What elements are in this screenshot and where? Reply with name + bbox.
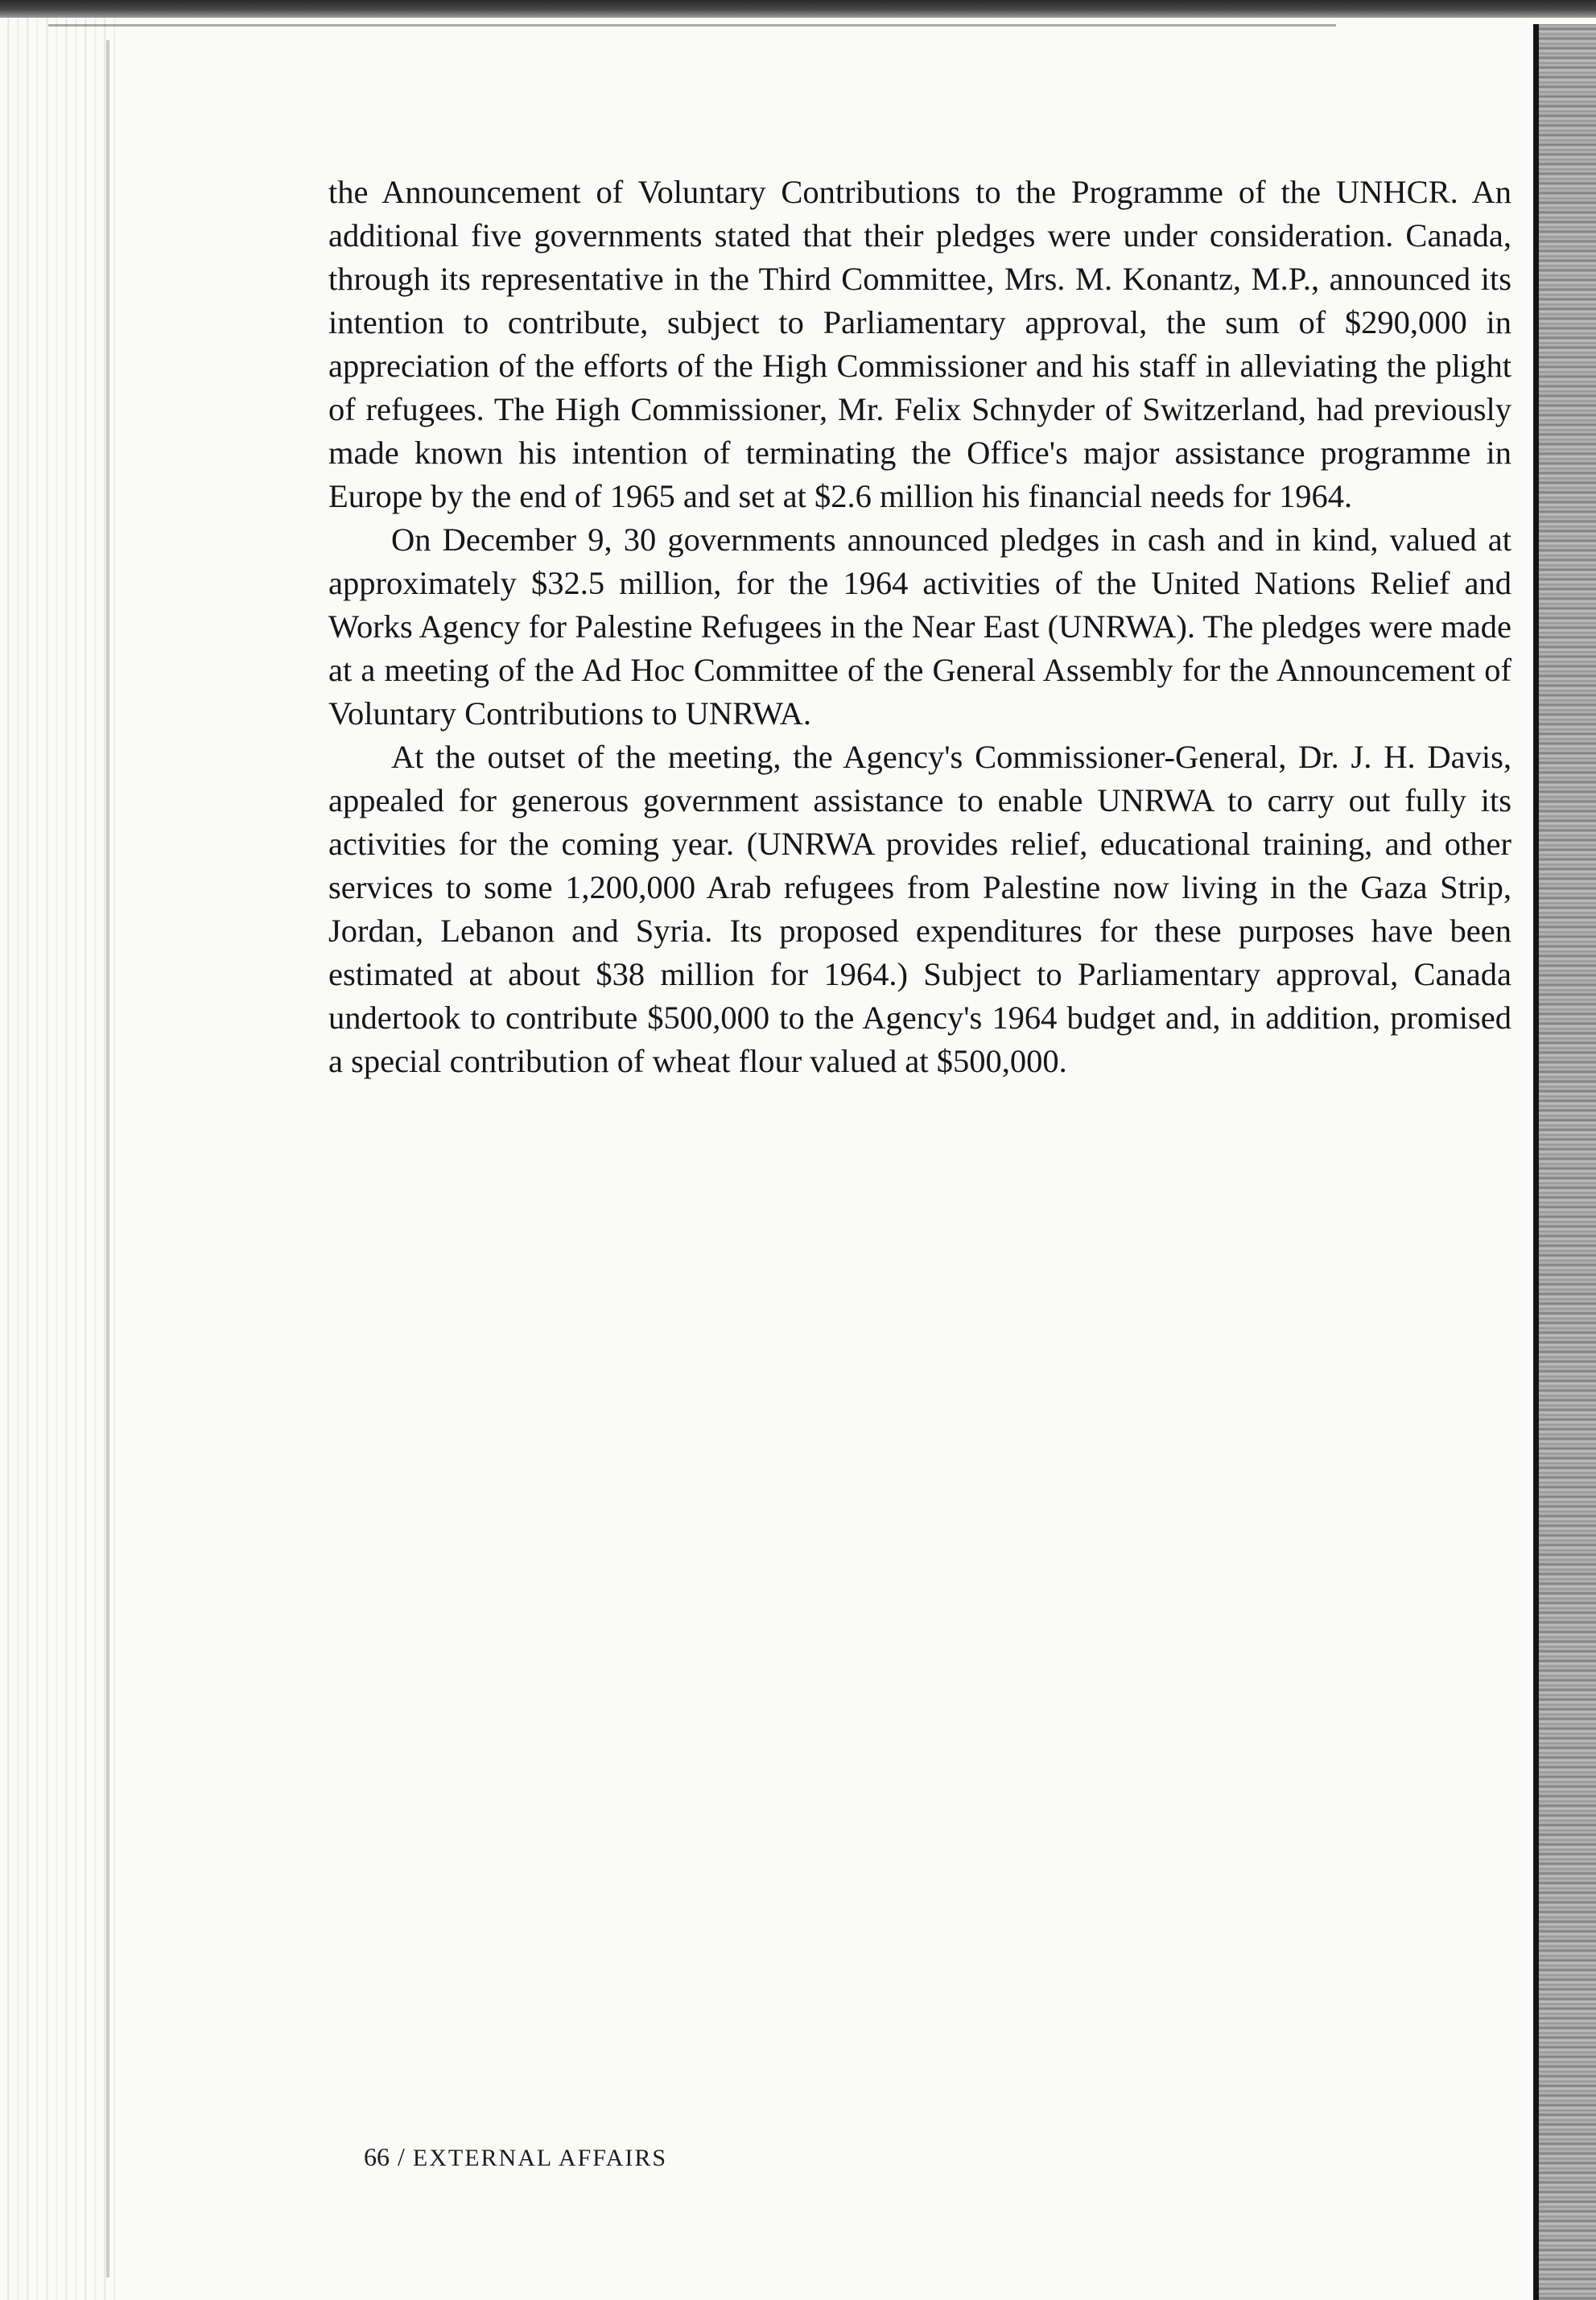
left-binding-gutter [0,18,121,2300]
left-gutter-edge [106,40,109,2277]
page-number: 66 [364,2142,390,2171]
page-top-rule [48,24,1336,27]
page-top-edge [0,0,1596,18]
right-scan-edge-line [1533,24,1539,2300]
right-scan-edge [1533,24,1596,2300]
page-footer [364,2142,667,2172]
footer-separator: / [398,2142,405,2171]
paragraph-1: the Announcement of Voluntary Contributions to the Programme of the UNHCR. An additional five governments stated that their pledges were under consideration. Canada, through its representative in the Third Committee, Mrs. M. Konantz, M.P., announced its intention to contribute, subject to Parliamentary approval, the sum of $290,000 in appreciation of the efforts of the High Commissioner and his staff in alleviating the plight of refugees. The High Commissioner, Mr. Felix Schnyder of Switzerland, had previously made known his intention of terminating the Office's major assistance programme in Europe by the end of 1965 and set at $2.6 million his financial needs for 1964. [328,174,1511,514]
paragraph-3: At the outset of the meeting, the Agency's Commissioner-General, Dr. J. H. Davis, appealed for generous government assistance to enable UNRWA to carry out fully its activities for the coming year. (UNRWA provides relief, educational training, and other services to some 1,200,000 Arab refugees from Palestine now living in the Gaza Strip, Jordan, Lebanon and Syria. Its proposed expenditures for these purposes have been estimated at about $38 million for 1964.) Subject to Parliamentary approval, Canada undertook to contribute $500,000 to the Agency's 1964 budget and, in addition, promised a special contribution of wheat flour valued at $500,000. [328,739,1511,1079]
paragraph-2: On December 9, 30 governments announced pledges in cash and in kind, valued at approximately $32.5 million, for the 1964 activities of the United Nations Relief and Works Agency for Palestine Refugees in the Near East (UNRWA). The pledges were made at a meeting of the Ad Hoc Committee of the General Assembly for the Announcement of Voluntary Contributions to UNRWA. [328,521,1511,732]
publication-title: EXTERNAL AFFAIRS [412,2145,668,2171]
body-text [328,171,1511,1083]
